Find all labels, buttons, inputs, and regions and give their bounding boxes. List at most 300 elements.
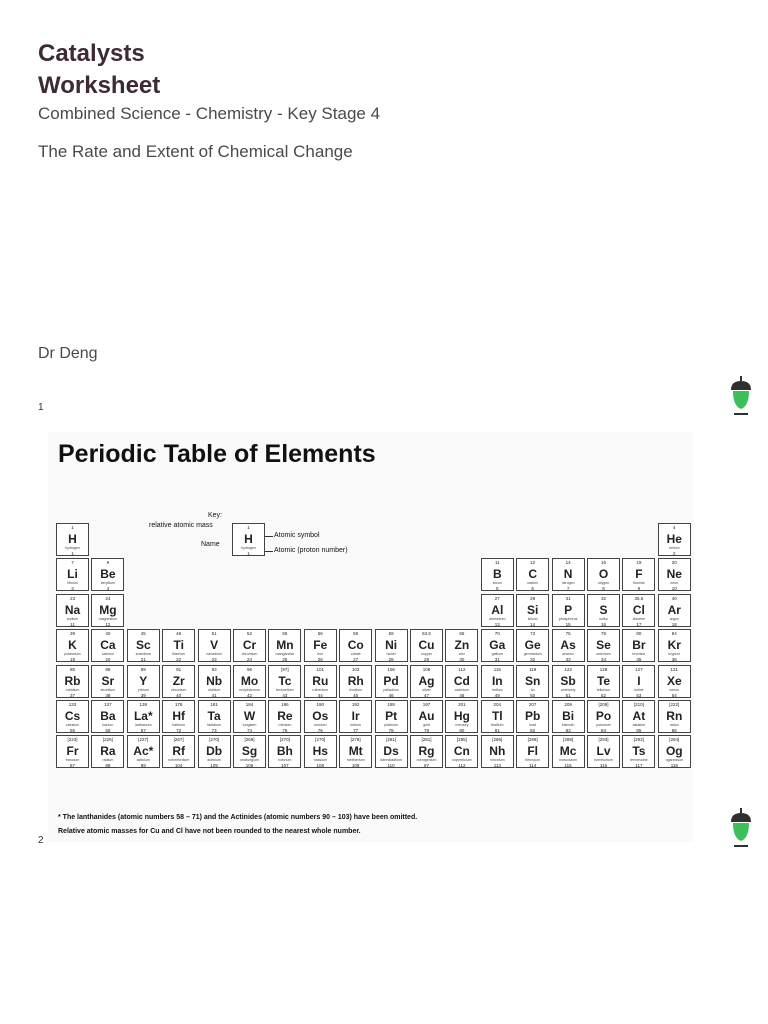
element-symbol: N <box>563 567 573 582</box>
element-mass: 9 <box>106 560 110 566</box>
element-name: niobium <box>207 687 221 692</box>
element-symbol: Ds <box>383 744 399 759</box>
element-number: 55 <box>69 728 75 733</box>
element-mass: 59 <box>388 631 394 637</box>
element-name: seaborgium <box>240 758 259 763</box>
element-symbol: Ne <box>666 567 682 582</box>
element-symbol: Se <box>596 638 611 653</box>
element-name: tennessine <box>630 758 648 763</box>
element-name: zinc <box>458 652 466 657</box>
element-name: manganese <box>275 652 295 657</box>
element-number: 19 <box>69 657 75 663</box>
element-name: iodine <box>634 687 644 692</box>
element-name: nickel <box>386 652 396 657</box>
element-symbol: Ru <box>312 673 329 688</box>
element-mass: 91 <box>176 666 182 672</box>
key-name-label: Name <box>201 541 220 548</box>
element-number: 29 <box>423 657 429 663</box>
element-cell-ca <box>91 629 124 662</box>
element-symbol: I <box>637 673 641 688</box>
element-cell-p <box>552 594 585 627</box>
element-cell-re <box>268 700 301 733</box>
element-cell-nh <box>481 735 514 768</box>
element-cell-ge <box>516 629 549 662</box>
acorn-logo-icon <box>730 376 752 416</box>
element-cell-po <box>587 700 620 733</box>
element-mass: 127 <box>635 666 643 672</box>
element-mass: [222] <box>669 702 680 707</box>
element-number: 26 <box>317 657 323 663</box>
element-symbol: Rh <box>347 673 364 688</box>
element-symbol: Db <box>206 744 223 759</box>
element-symbol: Sc <box>135 638 151 653</box>
element-mass: 35.5 <box>634 595 644 601</box>
element-symbol: Ga <box>489 638 506 653</box>
element-name: darmstadtium <box>380 758 402 763</box>
key-label: Key: <box>208 512 223 519</box>
element-cell-al <box>481 594 514 627</box>
element-name: zirconium <box>170 687 187 692</box>
element-number: 15 <box>565 621 571 627</box>
element-symbol: Cd <box>453 673 470 688</box>
element-mass: 209 <box>564 702 572 707</box>
element-name: bismuth <box>561 723 575 727</box>
element-cell-tc <box>268 665 301 698</box>
element-mass: [293] <box>633 737 644 743</box>
element-number: 37 <box>69 692 75 698</box>
element-symbol: As <box>560 638 576 653</box>
element-cell-ar <box>658 594 691 627</box>
element-mass: [289] <box>563 737 574 743</box>
element-name: hafnium <box>172 723 186 727</box>
element-number: 2 <box>673 551 676 556</box>
element-cell-mc <box>552 735 585 768</box>
title-line-1: Catalysts <box>38 40 145 67</box>
element-cell-fe <box>304 629 337 662</box>
element-number: 17 <box>636 621 642 627</box>
element-symbol: Te <box>596 673 611 688</box>
element-mass: 4 <box>673 525 676 530</box>
element-name: germanium <box>523 652 542 657</box>
element-mass: 63.5 <box>422 631 431 637</box>
element-symbol: Ta <box>207 709 221 723</box>
element-name: ruthenium <box>312 687 329 692</box>
element-symbol: Pd <box>383 673 399 688</box>
course-subtitle: Combined Science - Chemistry - Key Stage 4 <box>38 104 381 123</box>
element-mass: [209] <box>598 702 609 707</box>
element-number: 108 <box>316 763 325 769</box>
element-mass: 119 <box>529 666 537 672</box>
element-mass: 39 <box>69 631 75 637</box>
element-mass: 40 <box>671 595 677 601</box>
element-symbol: Hg <box>453 709 470 723</box>
element-name: iridium <box>350 723 361 727</box>
element-name: selenium <box>596 652 611 657</box>
element-cell-in <box>481 665 514 698</box>
element-mass: 108 <box>422 666 431 672</box>
element-mass: 23 <box>69 595 75 601</box>
element-number: 14 <box>530 621 536 627</box>
element-cell-cr <box>233 629 266 662</box>
element-cell-rn <box>658 700 691 733</box>
element-symbol: Si <box>527 602 539 617</box>
element-mass: 14 <box>565 560 571 566</box>
element-cell-hg <box>445 700 478 733</box>
element-mass: 31 <box>565 595 571 601</box>
element-name: indium <box>492 687 503 692</box>
element-cell-ts <box>622 735 655 768</box>
key-arrow-number <box>264 551 273 552</box>
element-name: palladium <box>383 687 399 692</box>
element-number: 106 <box>245 763 254 769</box>
element-cell-mt <box>339 735 372 768</box>
element-name: hassium <box>313 758 327 763</box>
element-number: 5 <box>496 586 499 592</box>
key-atomic-symbol-label: Atomic symbol <box>274 532 320 539</box>
element-number: 8 <box>602 586 605 592</box>
element-name: strontium <box>100 687 116 692</box>
element-cell-ne <box>658 558 691 591</box>
element-number: 9 <box>637 586 641 592</box>
element-mass: 40 <box>105 631 111 637</box>
element-symbol: Ar <box>667 602 681 617</box>
element-number: 1 <box>71 551 74 556</box>
element-symbol: Mg <box>99 602 117 617</box>
element-symbol: W <box>243 709 256 723</box>
element-number: 48 <box>459 692 465 698</box>
element-symbol: Xe <box>666 673 682 688</box>
element-name: silver <box>422 687 431 692</box>
element-name: tungsten <box>242 723 257 727</box>
element-symbol: Au <box>418 709 435 723</box>
element-number: 32 <box>530 657 536 663</box>
element-name: flerovium <box>525 758 540 763</box>
element-name: nitrogen <box>561 581 575 586</box>
element-number: 39 <box>140 692 146 698</box>
element-symbol: At <box>632 709 646 723</box>
element-symbol: Ir <box>351 709 360 723</box>
element-mass: 96 <box>246 666 252 672</box>
element-mass: [97] <box>281 666 289 672</box>
element-mass: 103 <box>351 666 360 672</box>
element-name: fluorine <box>632 581 645 586</box>
element-number: 82 <box>530 728 536 733</box>
element-cell-br <box>622 629 655 662</box>
element-mass: [281] <box>421 737 432 743</box>
element-symbol: Ac* <box>133 744 154 759</box>
element-symbol: Sg <box>241 744 258 759</box>
element-symbol: Mn <box>276 638 294 653</box>
element-symbol: Og <box>665 744 683 759</box>
key-example-name: hydrogen <box>241 546 256 550</box>
element-cell-b <box>481 558 514 591</box>
element-number: 53 <box>636 692 642 698</box>
element-number: 28 <box>388 657 394 663</box>
element-mass: 27 <box>494 595 500 601</box>
element-name: bohrium <box>278 758 292 763</box>
element-name: rhodium <box>349 687 363 692</box>
element-number: 89 <box>140 763 146 769</box>
element-symbol: O <box>598 567 609 582</box>
topic-subtitle: The Rate and Extent of Chemical Change <box>38 142 353 161</box>
element-symbol: Ba <box>100 709 116 723</box>
element-mass: 84 <box>671 631 677 637</box>
element-name: chromium <box>241 652 258 657</box>
element-cell-c <box>516 558 549 591</box>
element-number: 27 <box>353 657 359 663</box>
element-cell-zr <box>162 665 195 698</box>
element-symbol: Cl <box>632 602 645 617</box>
element-symbol: Tl <box>491 709 503 723</box>
element-mass: 79 <box>600 631 606 637</box>
element-name: actinium <box>136 758 150 763</box>
element-symbol: La* <box>133 709 153 723</box>
element-number: 51 <box>565 692 571 698</box>
element-number: 117 <box>635 763 643 769</box>
element-name: vanadium <box>206 652 222 657</box>
element-symbol: Ra <box>100 744 116 759</box>
element-cell-fl <box>516 735 549 768</box>
element-symbol: Ge <box>524 638 541 653</box>
element-symbol: Zr <box>172 673 185 688</box>
element-cell-te <box>587 665 620 698</box>
element-symbol: Re <box>277 709 293 723</box>
element-number: 86 <box>671 728 677 733</box>
element-name: molybdenum <box>239 687 260 692</box>
element-number: 105 <box>210 763 218 769</box>
element-symbol: Na <box>64 602 81 617</box>
element-mass: 184 <box>245 702 254 707</box>
element-name: caesium <box>65 723 80 727</box>
element-number: 76 <box>317 728 323 733</box>
element-mass: 20 <box>671 560 677 566</box>
element-mass: 101 <box>316 666 325 672</box>
element-mass: 133 <box>68 702 77 707</box>
element-name: rutherfordium <box>168 758 190 763</box>
element-symbol: Cn <box>453 744 470 759</box>
periodic-table-figure <box>48 432 694 842</box>
element-symbol: Rn <box>666 709 683 723</box>
element-cell-mo <box>233 665 266 698</box>
element-cell-bi <box>552 700 585 733</box>
element-symbol: Ni <box>385 638 398 653</box>
element-number: 49 <box>494 692 500 698</box>
element-mass: 59 <box>353 631 359 637</box>
element-number: 81 <box>494 728 500 733</box>
element-symbol: Lv <box>596 744 611 759</box>
element-cell-pb <box>516 700 549 733</box>
element-cell-sc <box>127 629 160 662</box>
element-number: 84 <box>600 728 606 733</box>
element-mass: [285] <box>456 737 467 743</box>
element-mass: 48 <box>176 631 182 637</box>
element-name: phosphorus <box>558 616 578 621</box>
element-cell-db <box>198 735 231 768</box>
element-name: thallium <box>491 723 504 727</box>
element-name: gallium <box>491 652 503 657</box>
element-cell-fr <box>56 735 89 768</box>
element-symbol: B <box>492 567 502 582</box>
element-number: 33 <box>565 657 571 663</box>
element-symbol: Tc <box>278 673 292 688</box>
element-mass: 122 <box>564 666 572 672</box>
element-cell-ti <box>162 629 195 662</box>
element-number: 21 <box>140 657 146 663</box>
element-number: 72 <box>176 728 182 733</box>
element-name: arsenic <box>562 652 574 657</box>
element-name: yttrium <box>137 687 149 692</box>
element-number: 13 <box>494 621 500 627</box>
element-cell-se <box>587 629 620 662</box>
element-mass: 137 <box>104 702 112 707</box>
key-example-symbol: H <box>244 532 253 546</box>
element-mass: 115 <box>493 666 501 672</box>
element-mass: [289] <box>527 737 538 743</box>
element-number: 85 <box>636 728 642 733</box>
element-mass: 70 <box>494 631 500 637</box>
element-mass: 186 <box>281 702 289 707</box>
element-name: lanthanum <box>134 723 152 727</box>
element-mass: 204 <box>493 702 502 707</box>
element-name: technetium <box>276 687 294 692</box>
element-symbol: Sn <box>525 673 541 688</box>
page-number-2: 2 <box>38 835 44 846</box>
element-name: carbon <box>527 581 539 586</box>
element-mass: 7 <box>71 560 74 566</box>
element-cell-n <box>552 558 585 591</box>
element-cell-ir <box>339 700 372 733</box>
element-cell-ta <box>198 700 231 733</box>
element-symbol: K <box>68 638 77 653</box>
element-number: 36 <box>671 657 677 663</box>
element-mass: 112 <box>458 666 466 672</box>
element-number: 78 <box>388 728 394 733</box>
element-symbol: Ti <box>173 638 184 653</box>
element-name: astatine <box>632 723 646 727</box>
element-cell-h <box>56 523 89 556</box>
element-cell-na <box>56 594 89 627</box>
element-cell-rf <box>162 735 195 768</box>
element-mass: 106 <box>387 666 395 672</box>
acorn-logo-icon <box>730 808 752 848</box>
element-mass: [270] <box>209 737 220 743</box>
element-cell-rg <box>410 735 443 768</box>
element-mass: 89 <box>140 666 146 672</box>
element-name: bromine <box>632 652 646 657</box>
element-number: 20 <box>105 657 111 663</box>
element-symbol: Po <box>595 709 612 723</box>
element-mass: 65 <box>459 631 465 637</box>
element-name: silicon <box>527 616 538 621</box>
title-line-2: Worksheet <box>38 72 161 99</box>
element-symbol: Mo <box>240 673 259 688</box>
element-name: cadmium <box>454 687 470 692</box>
element-number: 4 <box>106 586 110 592</box>
element-symbol: Bh <box>276 744 293 759</box>
element-mass: 11 <box>494 560 500 566</box>
element-cell-cd <box>445 665 478 698</box>
element-mass: 192 <box>351 702 360 707</box>
element-number: 75 <box>282 728 288 733</box>
element-mass: 1 <box>71 525 74 530</box>
element-name: copper <box>421 652 432 657</box>
key-arrow-symbol <box>264 536 273 537</box>
element-mass: [286] <box>492 737 503 743</box>
element-cell-ru <box>304 665 337 698</box>
element-number: 45 <box>353 692 359 698</box>
element-number: 38 <box>105 692 111 698</box>
element-cell-ga <box>481 629 514 662</box>
element-name: sodium <box>66 616 79 621</box>
element-number: 6 <box>531 586 534 592</box>
element-number: 31 <box>494 657 500 663</box>
element-name: meitnerium <box>346 758 365 763</box>
element-symbol: C <box>528 567 538 582</box>
element-cell-hs <box>304 735 337 768</box>
element-cell-cn <box>445 735 478 768</box>
element-number: 10 <box>671 586 677 592</box>
element-name: antimony <box>560 687 576 692</box>
element-name: nihonium <box>490 758 505 763</box>
element-cell-tl <box>481 700 514 733</box>
element-symbol: Pt <box>385 709 398 723</box>
element-number: 54 <box>671 692 677 698</box>
element-number: 23 <box>211 657 217 663</box>
element-cell-cu <box>410 629 443 662</box>
element-symbol: Ts <box>632 744 646 759</box>
element-number: 11 <box>70 621 75 627</box>
element-cell-ni <box>375 629 408 662</box>
element-symbol: Cr <box>242 638 257 653</box>
element-number: 79 <box>423 728 429 733</box>
element-cell-pd <box>375 665 408 698</box>
element-mass: [270] <box>279 737 290 743</box>
element-symbol: Hf <box>172 709 186 723</box>
element-name: moscovium <box>559 758 578 763</box>
element-number: 77 <box>353 728 359 733</box>
element-name: lead <box>529 723 537 727</box>
element-mass: 75 <box>565 631 571 637</box>
element-cell-au <box>410 700 443 733</box>
element-cell-la <box>127 700 160 733</box>
element-name: rhenium <box>278 723 292 727</box>
element-name: radon <box>669 723 679 727</box>
element-name: scandium <box>135 652 151 657</box>
element-cell-o <box>587 558 620 591</box>
element-mass: 73 <box>530 631 536 637</box>
element-number: 42 <box>246 692 252 698</box>
footnote-omitted: * The lanthanides (atomic numbers 58 – 71) and the Actinides (atomic numbers 90 – 103) have been omitted. <box>58 814 418 821</box>
element-cell-zn <box>445 629 478 662</box>
element-symbol: Fr <box>66 744 79 759</box>
element-name: radium <box>102 758 114 763</box>
key-example-number: 1 <box>247 551 250 556</box>
key-example-cell <box>232 523 265 556</box>
element-mass: 85 <box>69 666 75 672</box>
element-name: osmium <box>314 723 327 727</box>
element-number: 46 <box>388 692 394 698</box>
element-name: chlorine <box>632 616 646 621</box>
element-mass: 88 <box>105 666 111 672</box>
element-name: potassium <box>64 652 81 657</box>
element-cell-as <box>552 629 585 662</box>
element-name: xenon <box>669 687 680 692</box>
element-mass: 28 <box>530 595 536 601</box>
element-symbol: Hs <box>312 744 328 759</box>
element-number: 30 <box>459 657 465 663</box>
element-name: francium <box>65 758 80 763</box>
element-mass: 19 <box>636 560 642 566</box>
